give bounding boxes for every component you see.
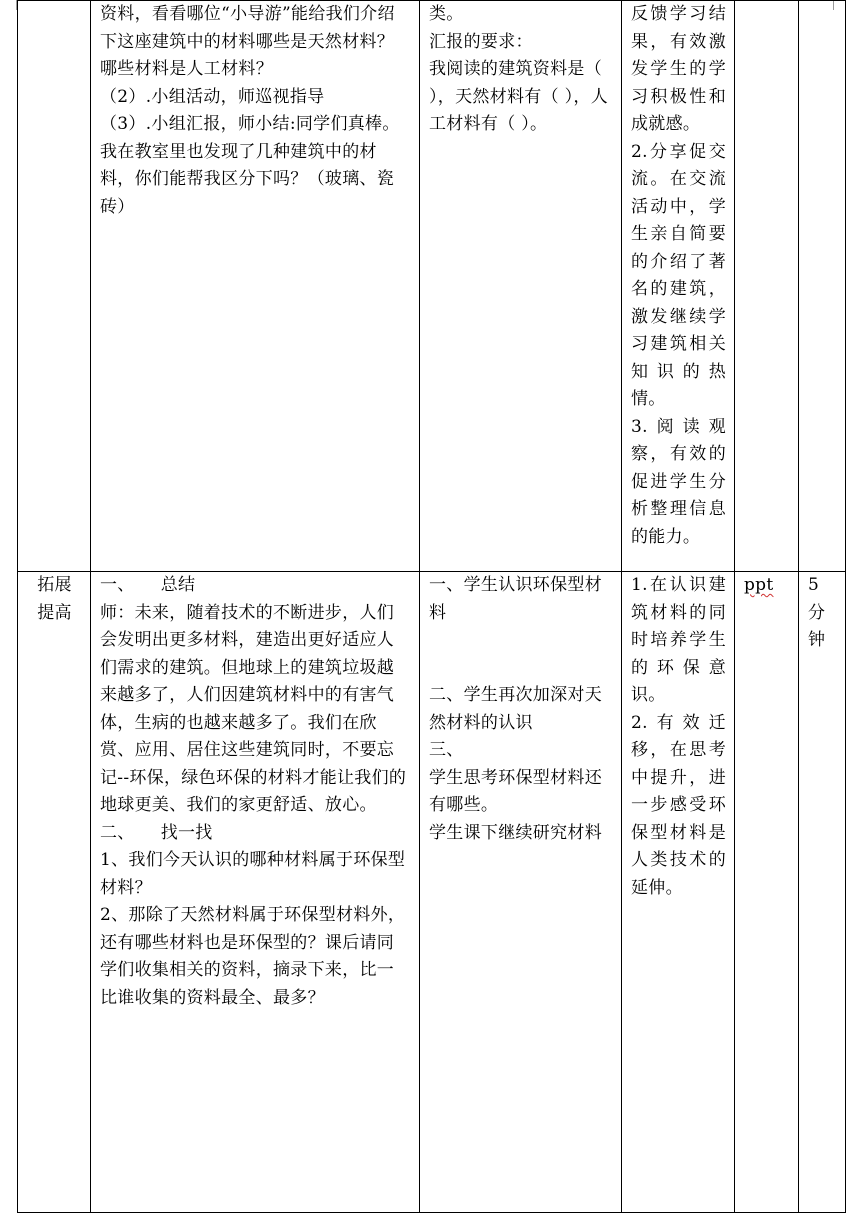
design-rationale-cell	[622, 1, 735, 572]
teacher-activity-cell	[91, 572, 420, 1213]
student-activity-cell	[420, 572, 622, 1213]
student-activity-cell	[420, 1, 622, 572]
media-cell	[735, 1, 799, 572]
student-activity-text: 类。 汇报的要求： 我阅读的建筑资料是（ ），天然材料有（ ），人工材料有（ ）。	[429, 4, 609, 134]
teacher-activity-cell	[91, 1, 420, 572]
time-text: 5 分 钟	[808, 575, 826, 650]
lesson-plan-table	[17, 0, 846, 1213]
table-row	[18, 572, 846, 1213]
design-rationale-cell	[622, 572, 735, 1213]
table-row	[18, 1, 846, 572]
stage-cell	[18, 572, 91, 1213]
stage-text: 拓展 提高	[37, 575, 72, 623]
design-rationale-text: 1.在认识建筑材料的同时培养学生的环保意识。 2.有效迁移，在思考中提升，进一步感受环保型材料是人类技术的延伸。	[631, 575, 726, 898]
time-cell	[799, 1, 846, 572]
stage-cell	[18, 1, 91, 572]
student-activity-text: 一、学生认识环保型材料 二、学生再次加深对天然材料的认识 三、 学生思考环保型材料还有哪些。 学生课下继续研究材料	[429, 575, 602, 843]
page-corner-mark-left	[6, 0, 17, 10]
teacher-activity-text: 资料，看看哪位“小导游”能给我们介绍下这座建筑中的材料哪些是天然材料？哪些材料是人工材料？ （2）.小组活动，师巡视指导 （3）.小组汇报，师小结:同学们真棒。我在教室里也发现了几种建筑中的材料，你们能帮我区分下吗？（玻璃、瓷砖）	[100, 4, 400, 217]
media-cell	[735, 572, 799, 1213]
media-text: ppt	[744, 575, 774, 595]
design-rationale-text: 反馈学习结果，有效激发学生的学习积极性和成就感。 2.分享促交流。在交流活动中，学生亲自简要的介绍了著名的建筑，激发继续学习建筑相关知识的热情。 3.阅读观察，有效的促进学生分析整理信息的能力。	[631, 4, 726, 547]
time-cell	[799, 572, 846, 1213]
teacher-activity-text: 一、 总结 师：未来，随着技术的不断进步，人们会发明出更多材料，建造出更好适应人们需求的建筑。但地球上的建筑垃圾越来越多了，人们因建筑材料中的有害气体，生病的也越来越多了。我们在欣赏、应用、居住这些建筑同时，不要忘记--环保，绿色环保的材料才能让我们的地球更美、我们的家更舒适、放心。 二、 找一找 1、我们今天认识的哪种材料属于环保型材料？ 2、那除了天然材料属于环保型材料外，还有哪些材料也是环保型的？课后请同学们收集相关的资料，摘录下来，比一比谁收集的资料最全、最多？	[100, 575, 407, 1008]
